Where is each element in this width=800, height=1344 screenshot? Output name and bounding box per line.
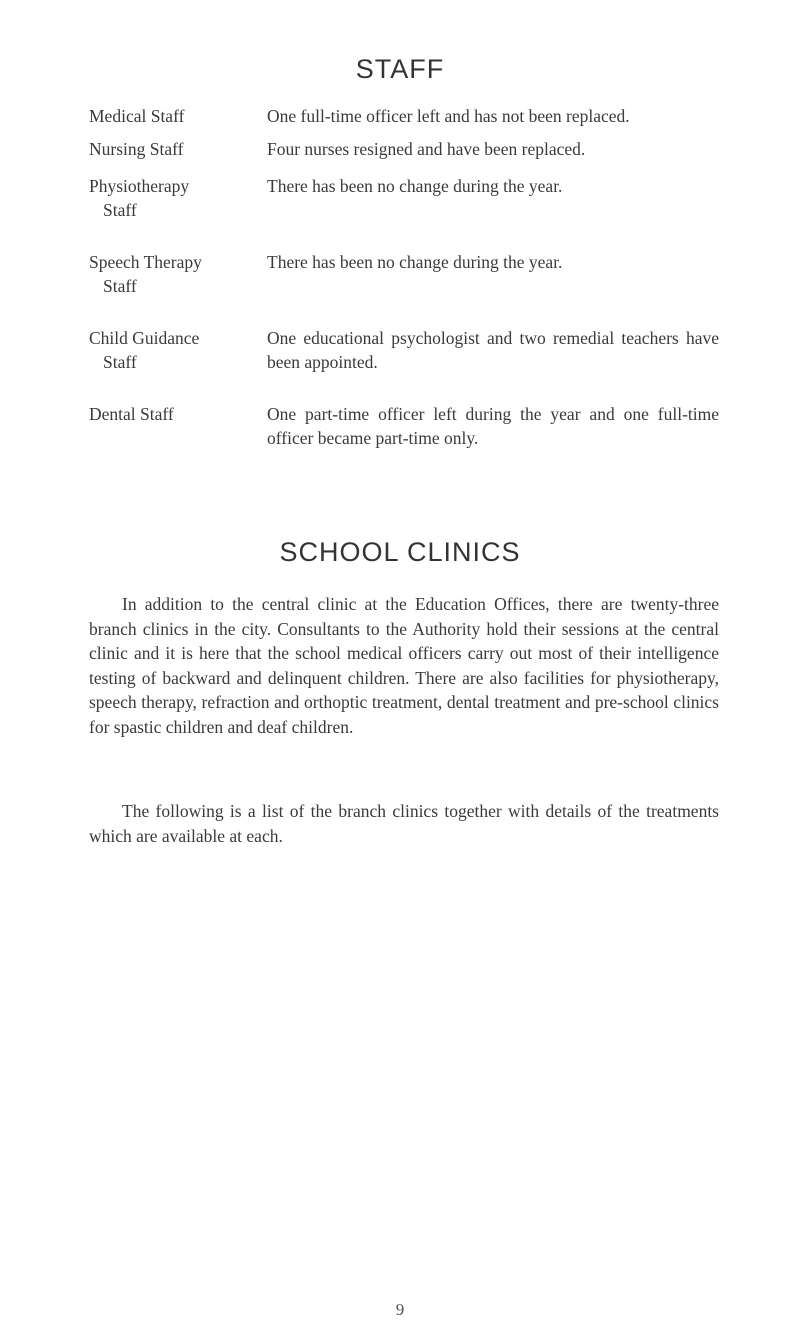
staff-heading: STAFF xyxy=(355,54,445,84)
school-clinics-heading: SCHOOL CLINICS xyxy=(279,537,521,567)
staff-row-physiotherapy xyxy=(89,174,719,222)
staff-text: One educational psychologist and two remedial teachers have been appointed. xyxy=(267,328,719,372)
staff-label xyxy=(89,137,267,161)
staff-label-line1: Physiotherapy xyxy=(89,176,190,196)
staff-label-line2: Staff xyxy=(103,352,137,372)
clinics-paragraph-2: The following is a list of the branch clinics together with details of the treatments which are available at each. xyxy=(89,801,719,846)
staff-label xyxy=(89,174,267,222)
staff-label xyxy=(89,104,267,128)
staff-label-line1: Medical Staff xyxy=(89,106,185,126)
page-number: 9 xyxy=(395,1300,405,1319)
staff-row-child-guidance xyxy=(89,326,719,374)
staff-table xyxy=(89,104,719,450)
staff-label-line2: Staff xyxy=(103,200,137,220)
staff-label xyxy=(89,250,267,298)
staff-text: There has been no change during the year. xyxy=(267,176,563,196)
staff-text: One part-time officer left during the year and one full-time officer became part-time only. xyxy=(267,404,719,448)
staff-row-dental xyxy=(89,402,719,450)
staff-label xyxy=(89,326,267,374)
staff-row-speech-therapy xyxy=(89,250,719,298)
staff-row-nursing xyxy=(89,137,719,161)
staff-text: One full-time officer left and has not been replaced. xyxy=(267,106,630,126)
staff-label xyxy=(89,402,267,426)
staff-label-line2: Staff xyxy=(103,276,137,296)
staff-text: Four nurses resigned and have been replaced. xyxy=(267,139,586,159)
staff-label-line1: Nursing Staff xyxy=(89,139,184,159)
staff-row-medical xyxy=(89,104,719,128)
staff-text: There has been no change during the year. xyxy=(267,252,563,272)
staff-label-line1: Child Guidance xyxy=(89,328,200,348)
staff-label-line1: Speech Therapy xyxy=(89,252,202,272)
staff-label-line1: Dental Staff xyxy=(89,404,174,424)
clinics-paragraph-1: In addition to the central clinic at the Education Offices, there are twenty-three branch clinics in the city. Consultants to the Authority hold their sessions at the central clinic and it is here that the school medical officers carry out most of their intelligence testing of backward and delinquent children. There are also facilities for physiotherapy, speech therapy, refraction and orthoptic treatment, dental treatment and pre-school clinics for spastic children and deaf children. xyxy=(89,594,719,737)
